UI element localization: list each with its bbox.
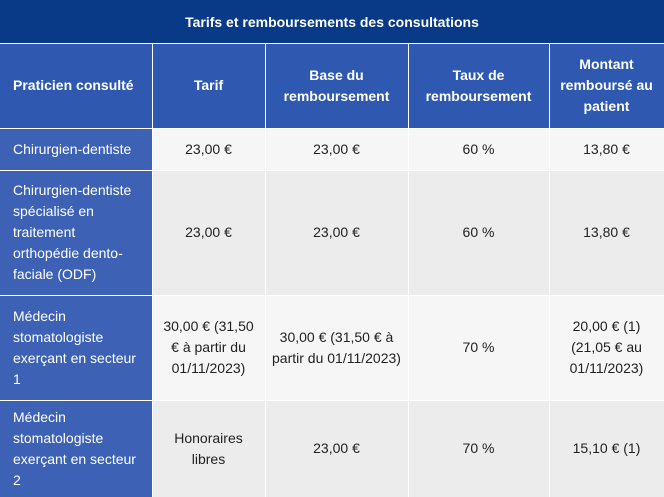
row-taux: 70 % <box>408 295 549 400</box>
header-tarif: Tarif <box>152 44 265 128</box>
table-row <box>0 295 664 400</box>
row-taux: 60 % <box>408 170 549 295</box>
header-praticien: Praticien consulté <box>0 44 152 128</box>
tarifs-table <box>0 44 664 497</box>
row-tarif: Honoraires libres <box>152 400 265 497</box>
table-row <box>0 400 664 497</box>
row-praticien: Chirurgien-dentiste <box>0 128 152 170</box>
row-tarif: 23,00 € <box>152 170 265 295</box>
table-row <box>0 128 664 170</box>
row-montant: 13,80 € <box>549 170 664 295</box>
header-base: Base du remboursement <box>265 44 408 128</box>
row-base: 23,00 € <box>265 170 408 295</box>
row-base: 30,00 € (31,50 € à partir du 01/11/2023) <box>265 295 408 400</box>
row-tarif: 30,00 € (31,50 € à partir du 01/11/2023) <box>152 295 265 400</box>
header-montant: Montant remboursé au patient <box>549 44 664 128</box>
row-montant: 13,80 € <box>549 128 664 170</box>
header-row <box>0 44 664 128</box>
row-taux: 60 % <box>408 128 549 170</box>
row-praticien: Médecin stomatologiste exerçant en secteur 2 <box>0 400 152 497</box>
row-praticien: Chirurgien-dentiste spécialisé en traitement orthopédie dento-faciale (ODF) <box>0 170 152 295</box>
row-montant: 20,00 € (1) (21,05 € au 01/11/2023) <box>549 295 664 400</box>
header-taux: Taux de remboursement <box>408 44 549 128</box>
table-row <box>0 170 664 295</box>
row-base: 23,00 € <box>265 400 408 497</box>
row-base: 23,00 € <box>265 128 408 170</box>
row-tarif: 23,00 € <box>152 128 265 170</box>
row-montant: 15,10 € (1) <box>549 400 664 497</box>
table-title: Tarifs et remboursements des consultations <box>0 0 664 44</box>
row-praticien: Médecin stomatologiste exerçant en secteur 1 <box>0 295 152 400</box>
row-taux: 70 % <box>408 400 549 497</box>
